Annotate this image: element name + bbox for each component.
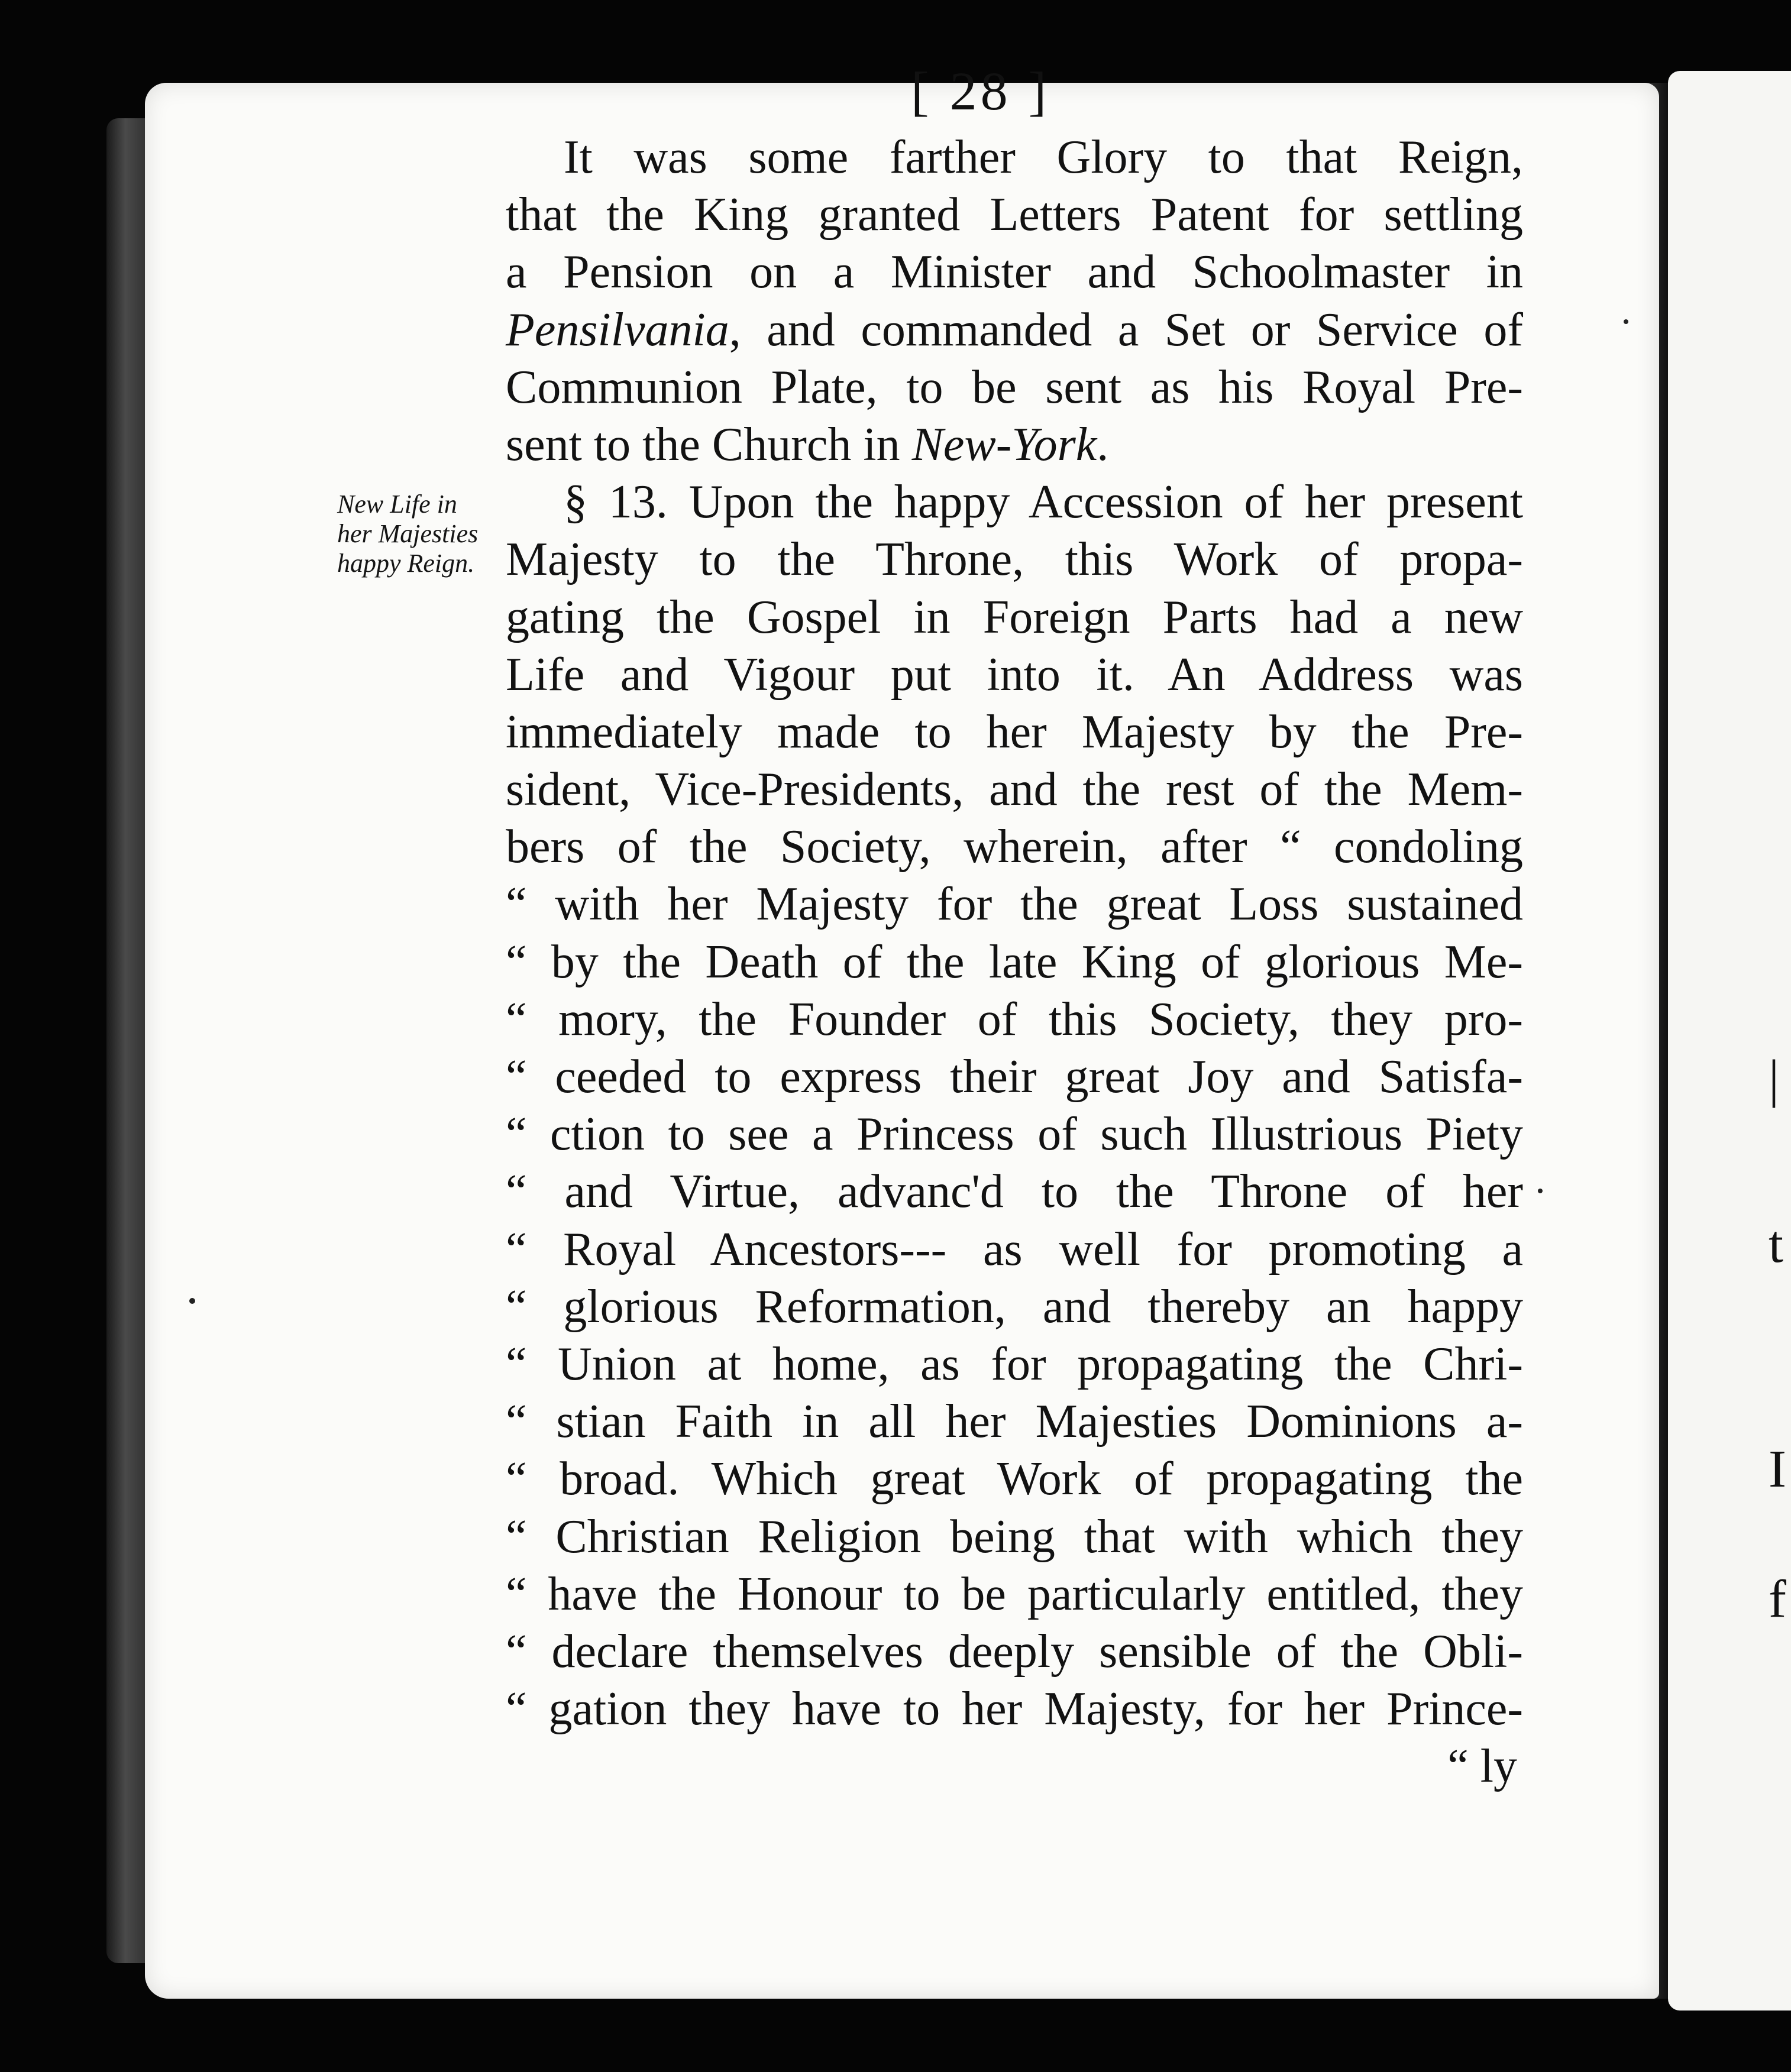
quoted-line: “ Christian Religion being that with which they [506, 1510, 1523, 1563]
text-line: Communion Plate, to be sent as his Royal Pre- [506, 361, 1523, 413]
adjacent-page-mark: f [1769, 1570, 1786, 1629]
adjacent-page-mark: I [1769, 1440, 1786, 1498]
quoted-line: “ have the Honour to be particularly entitled, they [506, 1568, 1523, 1620]
text-line: Life and Vigour put into it. An Address was [506, 648, 1523, 701]
quoted-line: “ gation they have to her Majesty, for her Prince- [506, 1683, 1523, 1736]
adjacent-page-edge [1668, 71, 1791, 2011]
adjacent-page-mark: t [1769, 1215, 1784, 1274]
catchword: “ ly [1447, 1740, 1517, 1793]
text-line: It was some farther Glory to that Reign, [564, 131, 1523, 183]
text-line: Pensilvania, and commanded a Set or Service of [506, 303, 1523, 356]
italic-place-name: Pensilvania [506, 303, 729, 356]
quoted-line: “ broad. Which great Work of propagating the [506, 1453, 1523, 1506]
quoted-line: “ Union at home, as for propagating the Chri- [506, 1338, 1523, 1390]
text-line: immediately made to her Majesty by the Pre- [506, 705, 1523, 758]
quoted-line: “ ceeded to express their great Joy and Satisfa- [506, 1051, 1523, 1103]
page-number: [ 28 ] [911, 61, 1050, 121]
marginal-note-line: New Life in [337, 490, 457, 519]
text-line: Majesty to the Throne, this Work of propa- [506, 533, 1523, 586]
adjacent-page-mark: | [1769, 1050, 1780, 1108]
scan-speck [1538, 1189, 1543, 1193]
quoted-line: “ ction to see a Princess of such Illustrious Piety [506, 1108, 1523, 1161]
marginal-note-line: happy Reign. [337, 549, 475, 578]
marginal-note-line: her Majesties [337, 519, 479, 548]
text-line: sent to the Church in New-York. [506, 418, 1109, 471]
text-line: bers of the Society, wherein, after “ condoling [506, 821, 1523, 873]
italic-place-name: New-York [911, 418, 1097, 471]
quoted-line: “ and Virtue, advanc'd to the Throne of her [506, 1166, 1523, 1218]
quoted-line: “ mory, the Founder of this Society, they pro- [506, 993, 1523, 1045]
text-line: that the King granted Letters Patent for settling [506, 189, 1523, 241]
marginal-note [337, 490, 509, 578]
scan-speck [1624, 319, 1628, 324]
quoted-line: “ Royal Ancestors--- as well for promoting a [506, 1223, 1523, 1275]
section-start-line: § 13. Upon the happy Accession of her present [564, 476, 1523, 529]
quoted-line: “ declare themselves deeply sensible of the Obli- [506, 1625, 1523, 1678]
quoted-line: “ by the Death of the late King of glorious Me- [506, 935, 1523, 988]
scan-speck [189, 1298, 195, 1304]
quoted-line: “ stian Faith in all her Majesties Dominions a- [506, 1396, 1523, 1448]
text-line: gating the Gospel in Foreign Parts had a new [506, 591, 1523, 643]
body-text [506, 129, 1523, 1795]
quoted-line: “ glorious Reformation, and thereby an happy [506, 1280, 1523, 1333]
text-line: a Pension on a Minister and Schoolmaster in [506, 246, 1523, 299]
text-line: sident, Vice-Presidents, and the rest of the Mem- [506, 763, 1523, 816]
quoted-line: “ with her Majesty for the great Loss sustained [506, 878, 1523, 931]
